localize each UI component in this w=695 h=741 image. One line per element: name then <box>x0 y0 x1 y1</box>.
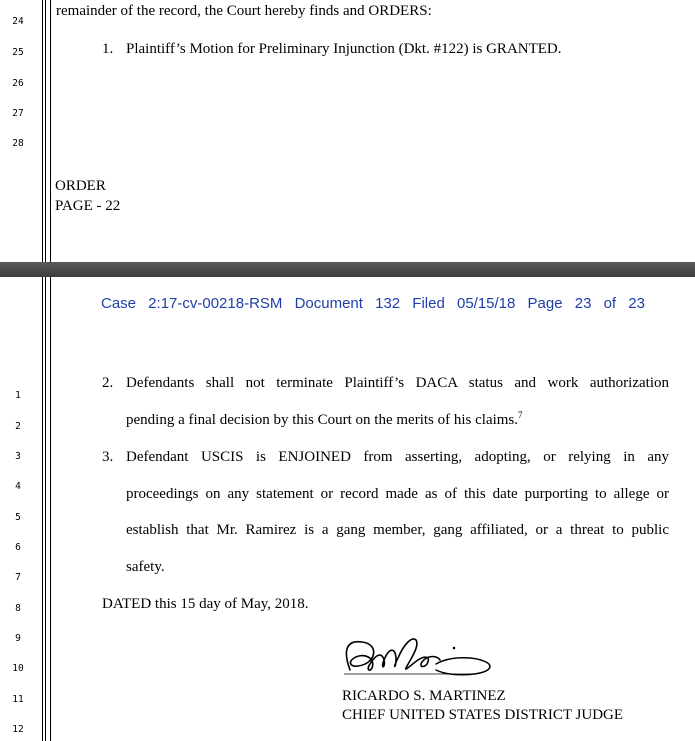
order-item-3-line: safety. <box>126 559 165 575</box>
line-number: 3 <box>15 451 21 462</box>
line-number: 2 <box>15 421 21 432</box>
line-number: 24 <box>12 16 24 27</box>
judge-name: RICARDO S. MARTINEZ <box>342 688 506 704</box>
line-number: 12 <box>12 724 24 735</box>
line-number: 8 <box>15 603 21 614</box>
line-number: 6 <box>15 542 21 553</box>
order-item-1: Plaintiff’s Motion for Preliminary Injunction (Dkt. #122) is GRANTED. <box>126 41 562 57</box>
line-number: 25 <box>12 47 24 58</box>
line-number: 27 <box>12 108 24 119</box>
margin-rule <box>42 277 43 741</box>
line-number: 10 <box>12 663 24 674</box>
order-item-3-line: proceedings on any statement or record made as of this date purporting to allege or <box>126 486 669 502</box>
margin-rule <box>45 0 46 262</box>
document-page-23 <box>0 277 695 741</box>
line-number: 28 <box>12 138 24 149</box>
order-item-number: 3. <box>102 449 114 465</box>
document-page-22 <box>0 0 695 262</box>
dated-line: DATED this 15 day of May, 2018. <box>102 596 309 612</box>
line-number: 7 <box>15 572 21 583</box>
margin-rule <box>50 277 51 741</box>
order-item-number: 1. <box>102 41 114 57</box>
order-item-2-line: Defendants shall not terminate Plaintiff’s DACA status and work authorization <box>126 375 669 391</box>
margin-rule <box>50 0 51 262</box>
order-item-2-line <box>126 412 523 429</box>
footer-order-label: ORDER <box>55 178 106 194</box>
order-item-3-line: establish that Mr. Ramirez is a gang member, gang affiliated, or a threat to public <box>126 522 669 538</box>
judge-title: CHIEF UNITED STATES DISTRICT JUDGE <box>342 707 624 723</box>
line-number: 4 <box>15 481 21 492</box>
order-item-number: 2. <box>102 375 114 391</box>
judge-signature <box>340 634 500 678</box>
line-number: 11 <box>12 694 24 705</box>
line-number: 5 <box>15 512 21 523</box>
footer-page-label: PAGE - 22 <box>55 198 121 214</box>
order-item-2-text: pending a final decision by this Court on the merits of his claims. <box>126 412 519 428</box>
margin-rule <box>45 277 46 741</box>
line-number: 9 <box>15 633 21 644</box>
order-item-3-line: Defendant USCIS is ENJOINED from asserting, adopting, or relying in any <box>126 449 669 465</box>
footnote-marker: 7 <box>518 410 523 420</box>
margin-rule <box>42 0 43 262</box>
line-number: 26 <box>12 78 24 89</box>
case-header: Case 2:17-cv-00218-RSM Document 132 Filed 05/15/18 Page 23 of 23 <box>101 295 645 312</box>
intro-paragraph: remainder of the record, the Court hereby finds and ORDERS: <box>56 3 432 19</box>
page-separator <box>0 262 695 277</box>
line-number: 1 <box>15 390 21 401</box>
